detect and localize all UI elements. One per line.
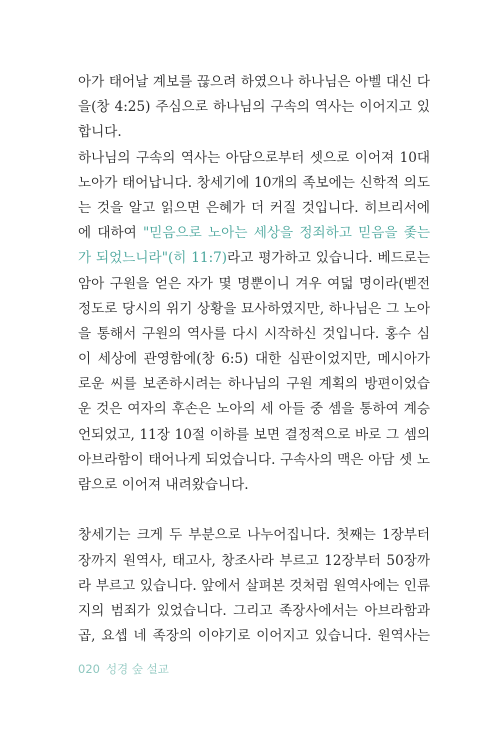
- text-segment: 로운 씨를 보존하시려는 하나님의 구원 계획의 방편이었습: [78, 376, 430, 393]
- text-line: [78, 171, 430, 196]
- text-segment: 노아가 태어납니다. 창세기에 10개의 족보에는 신학적 의도: [78, 174, 430, 191]
- text-segment: 을 통해서 구원의 역사를 다시 시작하신 것입니다. 홍수 심: [78, 325, 430, 342]
- text-segment: 합니다.: [78, 124, 122, 141]
- text-line: [78, 196, 430, 221]
- text-line: [78, 70, 430, 95]
- body-text: [78, 70, 430, 649]
- text-line: [78, 549, 430, 574]
- text-segment: 을(창 4:25) 주심으로 하나님의 구속의 역사는 이어지고 있: [78, 99, 430, 116]
- text-line: [78, 372, 430, 397]
- text-segment: 언되었고, 11장 10절 이하를 보면 결정적으로 바로 그 셈의: [78, 426, 430, 443]
- text-segment: 라 부르고 있습니다. 앞에서 살펴본 것처럼 원역사에는 인류: [78, 577, 430, 594]
- text-segment: 라고 평가하고 있습니다. 베드로는: [227, 250, 430, 267]
- text-line: [78, 246, 430, 271]
- text-line: [78, 423, 430, 448]
- text-line: [78, 347, 430, 372]
- text-segment: 암아 구원을 얻은 자가 몇 명뿐이니 겨우 여덟 명이라(벧전: [78, 275, 430, 292]
- text-segment: 에 대하여: [78, 225, 144, 242]
- text-line: [78, 297, 430, 322]
- text-segment: 람으로 이어져 내려왔습니다.: [78, 477, 249, 493]
- scripture-quote: "믿음으로 노아는 세상을 정죄하고 믿음을 좇는: [143, 225, 430, 242]
- text-line: [78, 498, 430, 523]
- text-segment: 장까지 원역사, 태고사, 창조사라 부르고 12장부터 50장까: [78, 552, 430, 569]
- book-title: 성경 숲 설교: [105, 662, 169, 676]
- text-line: [78, 221, 430, 246]
- text-line: [78, 146, 430, 171]
- text-line: [78, 120, 430, 145]
- text-line: [78, 624, 430, 649]
- text-segment: 곱, 요셉 네 족장의 이야기로 이어지고 있습니다. 원역사는: [78, 628, 430, 645]
- text-segment: 창세기는 크게 두 부분으로 나누어집니다. 첫째는 1장부터: [78, 527, 430, 544]
- text-segment: 운 것은 여자의 후손은 노아의 세 아들 중 셈을 통하여 계승: [78, 401, 430, 418]
- text-line: [78, 397, 430, 422]
- text-line: [78, 599, 430, 624]
- text-line: [78, 523, 430, 548]
- text-segment: 지의 범죄가 있었습니다. 그리고 족장사에서는 아브라함과: [78, 602, 430, 619]
- text-line: [78, 272, 430, 297]
- text-line: [78, 95, 430, 120]
- text-line: [78, 448, 430, 473]
- text-segment: 아가 태어날 계보를 끊으려 하였으나 하나님은 아벨 대신 다: [78, 74, 430, 90]
- text-segment: 정도로 당시의 위기 상황을 묘사하였지만, 하나님은 그 노아: [78, 300, 430, 317]
- page-footer: [78, 661, 169, 677]
- text-line: [78, 322, 430, 347]
- text-line: [78, 473, 430, 498]
- page-number: 020: [78, 662, 100, 676]
- text-segment: 이 세상에 관영함에(창 6:5) 대한 심판이었지만, 메시아가: [78, 351, 430, 368]
- text-segment: 는 것을 알고 읽으면 은혜가 더 커질 것입니다. 히브리서에: [78, 199, 430, 216]
- text-segment: 하나님의 구속의 역사는 아담으로부터 셋으로 이어져 10대: [78, 149, 430, 166]
- scripture-quote: 가 되었느니라"(히 11:7): [78, 250, 228, 267]
- text-line: [78, 574, 430, 599]
- text-segment: 아브라함이 태어나게 되었습니다. 구속사의 맥은 아담 셋 노: [78, 451, 430, 468]
